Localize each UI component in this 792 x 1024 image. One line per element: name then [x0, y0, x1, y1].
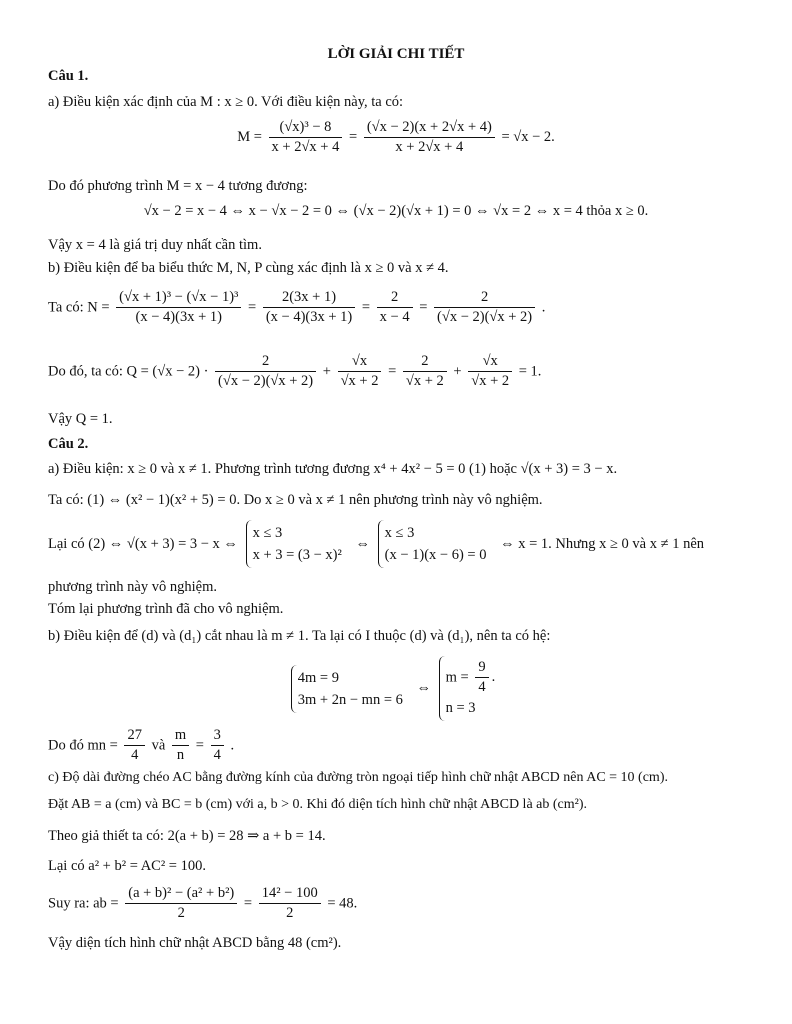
q-den-2: √x + 2	[338, 371, 382, 391]
q2c-line-2: Đặt AB = a (cm) và BC = b (cm) với a, b > 0. Khi đó diện tích hình chữ nhật ABCD là ab (cm²).	[48, 797, 587, 812]
n-lhs: Ta có: N =	[48, 299, 110, 316]
q-fraction-2	[338, 352, 382, 391]
q-den-1: (√x − 2)(√x + 2)	[215, 371, 316, 391]
ab-num-1: (a + b)² − (a² + b²)	[128, 885, 235, 901]
q-fraction-3	[403, 352, 447, 391]
and-word: và	[151, 737, 166, 754]
q1-equation-chain: √x − 2 = x − 4 ⇔ x − √x − 2 = 0 ⇔ (√x − 2)(√x + 1) = 0 ⇔ √x = 2 ⇔ x = 4 thỏa x ≥ 0.	[143, 203, 649, 219]
n-fraction-1	[116, 288, 241, 327]
ratio-fraction	[172, 726, 189, 765]
q1-m-formula	[0, 118, 792, 157]
page-title: LỜI GIẢI CHI TIẾT	[327, 46, 465, 62]
q2a-line-3	[48, 520, 704, 568]
system-1-row-2: x + 3 = (3 − x)²	[252, 547, 342, 563]
m-fraction-1	[269, 118, 343, 157]
system-3-row-2: 3m + 2n − mn = 6	[297, 691, 403, 708]
system-1	[246, 520, 348, 568]
mn-fraction	[124, 726, 145, 765]
q2b-intro: b) Điều kiện để (d) và (d₁) cắt nhau là m ≠ 1. Ta lại có I thuộc (d) và (d₁), nên ta có hệ:	[48, 628, 551, 644]
system-4-den: 4	[475, 677, 488, 697]
n-den-4: (√x − 2)(√x + 2)	[434, 307, 535, 327]
q-num-2: √x	[351, 353, 368, 369]
q1-equation-intro: Do đó phương trình M = x − 4 tương đương:	[48, 178, 308, 194]
q1b-condition: b) Điều kiện để ba biểu thức M, N, P cùng xác định là x ≥ 0 và x ≠ 4.	[48, 260, 449, 276]
system-4-m: m =	[445, 669, 469, 686]
q2c-conclusion: Vậy diện tích hình chữ nhật ABCD bằng 48 (cm²).	[48, 935, 342, 951]
ratio-equals: =	[195, 737, 204, 754]
system-2	[378, 520, 493, 568]
mn-num: 27	[127, 727, 142, 743]
ratio-num: m	[174, 727, 187, 743]
q2c-ab-formula: Suy ra: ab = $\frac{\text{(a + b)² − (a² + b²)}}{2}$ = $\frac{\text{14² − 100}}{2}$ = 48.	[48, 885, 358, 921]
ab-rhs: = 48.	[327, 895, 358, 912]
system-1-row-1: x ≤ 3	[252, 525, 283, 541]
ratio-den: n	[172, 745, 189, 765]
system-4: m = $\frac{9}{4}$ . n = 3	[439, 656, 502, 721]
m-num-2: (√x − 2)(x + 2√x + 4)	[366, 119, 492, 135]
q2c-line-3: Theo giả thiết ta có: 2(a + b) = 28 ⇒ a + b = 14.	[48, 828, 326, 844]
m-rhs: = √x − 2.	[501, 129, 555, 145]
q1-q-formula: Do đó, ta có: Q = (√x − 2) · $\frac{2}{(√x - 2)(√x + 2)}$ + $\frac{√x}{√x + 2}$ = $\frac{2}{√x + 2}$ + $\frac{√x}{√x + 2}$ = 1.	[48, 353, 542, 389]
n-den-3: x − 4	[377, 307, 413, 327]
n-fraction-2	[263, 288, 355, 327]
m-lhs: M =	[237, 129, 262, 145]
system-3	[291, 665, 409, 713]
line3-post: ⇔ x = 1. Nhưng x ≥ 0 và x ≠ 1 nên	[500, 536, 705, 552]
q-lhs: Do đó, ta có: Q = (√x − 2) ·	[48, 363, 209, 380]
question-2-heading: Câu 2.	[48, 436, 89, 452]
ab-num-2: 14² − 100	[261, 885, 318, 901]
q2b-systems: 4m = 9 3m + 2n − mn = 6 ⇔ m = $\frac{9}{4}$ . n = 3	[0, 656, 792, 721]
mn-den: 4	[124, 745, 145, 765]
m-den-1: x + 2√x + 4	[269, 137, 343, 157]
ab-pre: Suy ra: ab =	[48, 895, 119, 912]
ab-fraction-2	[259, 884, 321, 923]
q-num-4: √x	[482, 353, 498, 369]
q-den-3: √x + 2	[403, 371, 447, 391]
system-4-num: 9	[478, 659, 486, 675]
ratio-value	[211, 726, 224, 765]
q1b-conclusion: Vậy Q = 1.	[48, 411, 113, 427]
q2a-line-4: phương trình này vô nghiệm.	[48, 579, 217, 595]
n-den-1: (x − 4)(3x + 1)	[116, 307, 241, 327]
q1a-condition: a) Điều kiện xác định của M : x ≥ 0. Với điều kiện này, ta có:	[48, 94, 404, 110]
q-rhs: = 1.	[518, 363, 542, 380]
system-arrow: ⇔	[355, 536, 370, 552]
q2a-line-2: Ta có: (1) ⇔ (x² − 1)(x² + 5) = 0. Do x ≥ 0 và x ≠ 1 nên phương trình này vô nghiệm.	[48, 492, 543, 508]
system-2-row-1: x ≤ 3	[384, 525, 415, 541]
n-fraction-3	[377, 288, 413, 327]
ab-den-2: 2	[259, 903, 321, 923]
ab-fraction-1	[125, 884, 237, 923]
n-den-2: (x − 4)(3x + 1)	[263, 307, 355, 327]
q2b-result: Do đó mn = $\frac{27}{4}$ và $\frac{m}{n}$ = $\frac{3}{4}$ .	[48, 727, 235, 763]
q2c-line-4: Lại có a² + b² = AC² = 100.	[48, 858, 206, 874]
system-3-row-1: 4m = 9	[297, 669, 339, 686]
m-den-2: x + 2√x + 4	[364, 137, 495, 157]
system-4-fraction	[475, 658, 488, 697]
q-num-3: 2	[421, 353, 429, 369]
m-fraction-2	[364, 118, 495, 157]
n-num-4: 2	[480, 289, 489, 305]
n-num-3: 2	[391, 289, 399, 305]
m-equals: =	[349, 129, 358, 145]
q2a-conclusion: Tóm lại phương trình đã cho vô nghiệm.	[48, 601, 284, 617]
ratio-value-num: 3	[213, 727, 221, 743]
q1a-conclusion: Vậy x = 4 là giá trị duy nhất cần tìm.	[48, 237, 262, 253]
q1-n-formula: Ta có: N = $\frac{\text{(√x + 1)³ − (√x − 1)³}}{(x - 4)(3x + 1)}$ = $\frac{2(3x + 1)}{(x - 4)(3x + 1)}$ = $\frac{2}{x - 4}$ = $\frac{2}{(√x - 2)(√x + 2)}$ .	[48, 289, 546, 325]
ab-den-1: 2	[125, 903, 237, 923]
q-den-4: √x + 2	[468, 371, 512, 391]
n-num-1: (√x + 1)³ − (√x − 1)³	[119, 289, 239, 305]
ratio-value-den: 4	[211, 745, 224, 765]
q2a-condition: a) Điều kiện: x ≥ 0 và x ≠ 1. Phương trình tương đương x⁴ + 4x² − 5 = 0 (1) hoặc √(x + 3) = 3 − x.	[48, 461, 618, 477]
line3-pre: Lại có (2) ⇔ √(x + 3) = 3 − x ⇔	[48, 536, 238, 552]
q-fraction-1	[215, 352, 316, 391]
n-num-2: 2(3x + 1)	[281, 289, 337, 305]
mn-pre: Do đó mn =	[48, 737, 118, 754]
q2c-line-1: c) Độ dài đường chéo AC bằng đường kính của đường tròn ngoại tiếp hình chữ nhật ABCD nên AC = 10 (cm).	[48, 770, 668, 785]
q-num-1: 2	[261, 353, 270, 369]
question-1-heading: Câu 1.	[48, 68, 89, 84]
system-2-row-2: (x − 1)(x − 6) = 0	[384, 547, 487, 563]
system-4-row-2: n = 3	[445, 700, 476, 716]
q-fraction-4	[468, 352, 512, 391]
m-num-1: (√x)³ − 8	[279, 119, 332, 135]
n-fraction-4	[434, 288, 535, 327]
